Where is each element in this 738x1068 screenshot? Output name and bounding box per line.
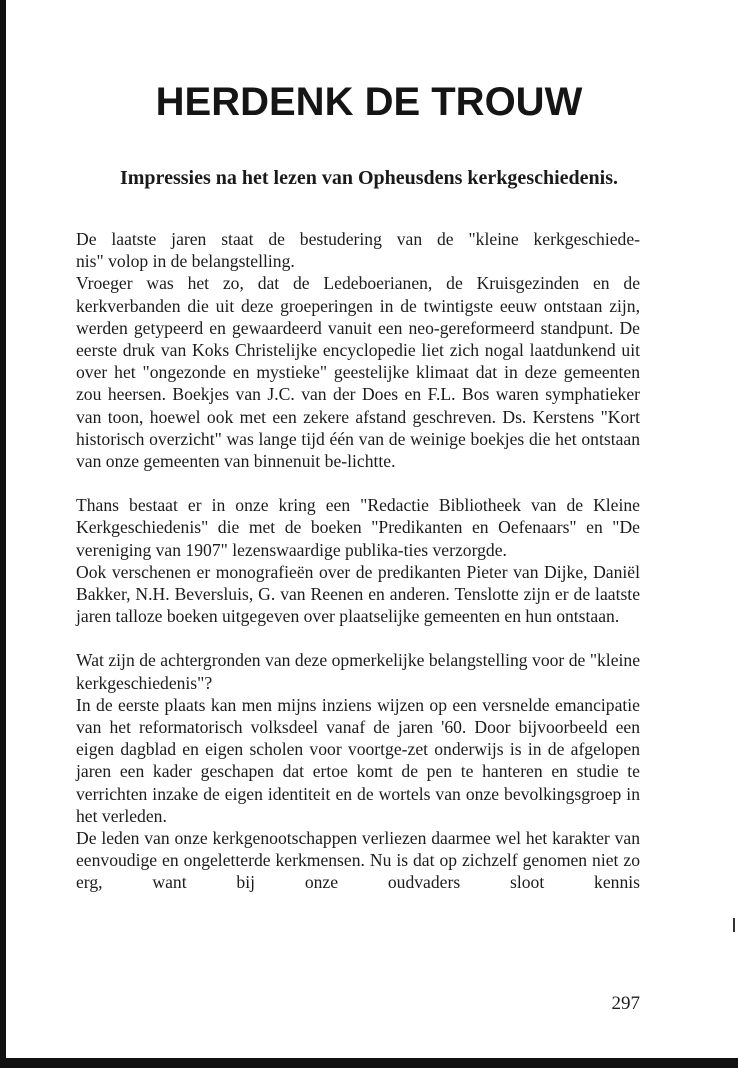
text-line: Ook verschenen er monografieën over de predikanten Pieter van Dijke, Daniël Bakker, N.H. Beversluis, G. van Reenen en anderen. Tenslotte zijn er de laatste jaren talloze boeken uitgegeven over plaatselijke gemeenten en hun ontstaan. xyxy=(76,561,640,627)
paragraph xyxy=(76,228,640,472)
text-line: nis" volop in de belangstelling. xyxy=(76,251,295,272)
page-number: 297 xyxy=(611,993,640,1014)
page-edge-left xyxy=(0,0,6,1068)
paragraph xyxy=(76,649,640,893)
text-line: Vroeger was het zo, dat de Ledeboerianen, de Kruisgezinden en de kerkverbanden die uit deze groeperingen in de twintigste eeuw ontstaan zijn, werden getypeerd en gewaardeerd vanuit een neo-gereformeerd standpunt. De eerste druk van Koks Christelijke encyclopedie liet zich nogal laatdunkend uit over het "ongezonde en mystieke" geestelijke klimaat dat in deze gemeenten zou heersen. Boekjes van J.C. van der Does en F.L. Bos waren symphatieker van toon, hoewel ook met een zekere afstand geschreven. Ds. Kerstens "Kort historisch overzicht" was lange tijd één van de weinige boekjes die het ontstaan van onze gemeenten van binnenuit be-lichtte. xyxy=(76,273,640,472)
page-subtitle: Impressies na het lezen van Opheusdens kerkgeschiedenis. xyxy=(119,167,618,189)
page-edge-bottom xyxy=(0,1058,738,1068)
text-line: Wat zijn de achtergronden van deze opmerkelijke belangstelling voor de "kleine kerkgeschiedenis"? xyxy=(76,650,640,693)
page-title: HERDENK DE TROUW xyxy=(155,80,583,124)
text-line: De laatste jaren staat de bestudering van de "kleine kerkgeschiede- xyxy=(76,229,640,249)
text-line: Thans bestaat er in onze kring een "Redactie Bibliotheek van de Kleine Kerkgeschiedenis" die met de boeken "Predikanten en Oefenaars" en "De vereniging van 1907" lezenswaardige publika-ties verzorgde. xyxy=(76,495,640,560)
paragraph xyxy=(76,494,640,627)
text-line: In de eerste plaats kan men mijns inziens wijzen op een versnelde emancipatie van het reformatorisch volksdeel vanaf de jaren '60. Door bijvoorbeeld een eigen dagblad en eigen scholen voor voortge-zet onderwijs is in de afgelopen jaren een kader geschapen dat ertoe komt de pen te hanteren en studie te verrichten inzake de eigen identiteit en de wortels van onze bevolkingsgroep in het verleden. xyxy=(76,694,640,826)
article-body xyxy=(76,228,640,916)
scan-mark xyxy=(733,918,735,932)
text-line: De leden van onze kerkgenootschappen verliezen daarmee wel het karakter van eenvoudige en ongeletterde kerkmensen. Nu is dat op zichzelf genomen niet zo erg, want bij onze oudvaders sloot kennis xyxy=(76,828,640,893)
